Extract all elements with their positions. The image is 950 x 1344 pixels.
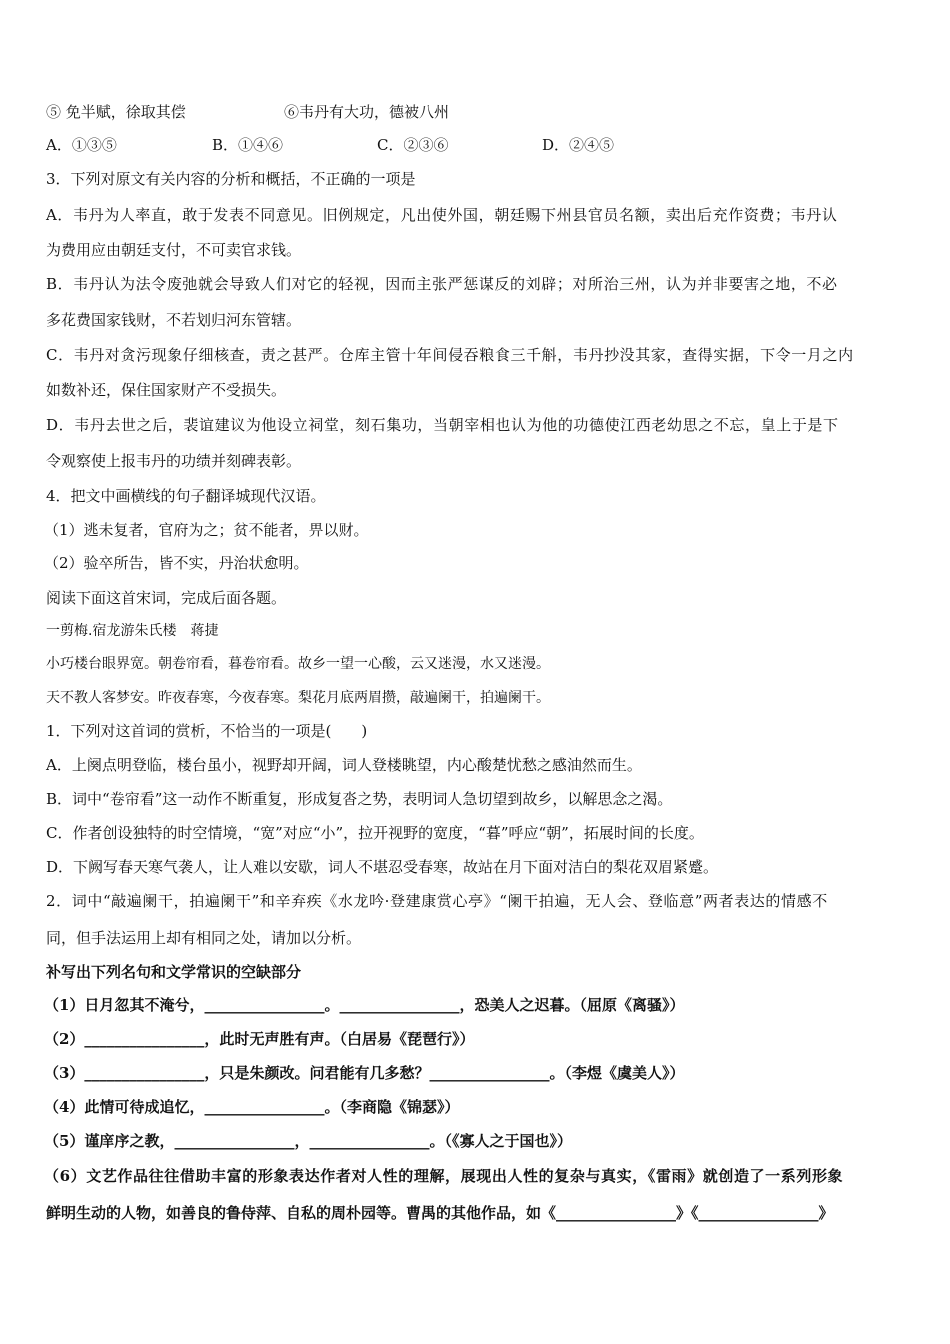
fill-item-3: （3）________________，只是朱颜改。问君能有几多愁？________________。（李煜《虞美人》） [44,1064,685,1082]
question-3: 3．下列对原文有关内容的分析和概括，不正确的一项是 [46,170,416,188]
poem-question-2-line2: 同，但手法运用上却有相同之处，请加以分析。 [46,929,362,947]
choice-a: A．①③⑤ [46,136,117,154]
fill-in-heading: 补写出下列名句和文学常识的空缺部分 [46,963,302,981]
question-4: 4．把文中画横线的句子翻译城现代汉语。 [46,487,326,505]
poem-title: 一剪梅.宿龙游朱氏楼 蒋捷 [46,623,219,639]
q3-option-d-line1: D．韦丹去世之后，裴谊建议为他设立祠堂，刻石集功，当朝宰相也认为他的功德使江西老幼思之不忘，皇上于是下 [46,416,839,434]
fill-item-4: （4）此情可待成追忆，________________。（李商隐《锦瑟》） [44,1098,460,1116]
fill-item-6-line2: 鲜明生动的人物，如善良的鲁侍萍、自私的周朴园等。曹禺的其他作品，如《________________》《________________》 [46,1204,834,1222]
fill-item-1: （1）日月忽其不淹兮，________________。________________，恐美人之迟暮。（屈原《离骚》） [44,996,685,1014]
fill-item-6-line1: （6）文艺作品往往借助丰富的形象表达作者对人性的理解，展现出人性的复杂与真实，《雷雨》就创造了一系列形象 [44,1167,844,1185]
poem-q1-option-d: D．下阙写春天寒气袭人，让人难以安歇，词人不堪忍受春寒，故站在月下面对洁白的梨花双眉紧蹙。 [46,858,719,876]
poem-question-1: 1．下列对这首词的赏析，不恰当的一项是( ) [46,722,368,740]
choice-d: D．②④⑤ [542,136,615,154]
q3-option-d-line2: 令观察使上报韦丹的功绩并刻碑表彰。 [46,452,302,470]
fill-item-5: （5）谨庠序之教，________________，________________。（《寡人之于国也》） [44,1132,572,1150]
choice-c: C．②③⑥ [377,136,449,154]
q3-option-b-line2: 多花费国家钱财，不若划归河东管辖。 [46,311,302,329]
poem-q1-option-a: A．上阕点明登临，楼台虽小，视野却开阔，词人登楼眺望，内心酸楚忧愁之感油然而生。 [46,756,642,774]
q3-option-a-line1: A．韦丹为人率直，敢于发表不同意见。旧例规定，凡出使外国，朝廷赐下州县官员名额，卖出后充作资费；韦丹认 [46,206,838,224]
poem-q1-option-b: B．词中“卷帘看”这一动作不断重复，形成复沓之势，表明词人急切望到故乡，以解思念之渴。 [46,790,673,808]
fill-item-2: （2）________________，此时无声胜有声。（白居易《琵琶行》） [44,1030,475,1048]
choice-b: B．①④⑥ [212,136,284,154]
option-line-6: ⑥韦丹有大功，德被八州 [284,103,450,121]
q4-sentence-1: （1）逃未复者，官府为之；贫不能者，畀以财。 [44,521,369,539]
q3-option-a-line2: 为费用应由朝廷支付，不可卖官求钱。 [46,241,302,259]
poem-q1-option-c: C．作者创设独特的时空情境，“宽”对应“小”，拉开视野的宽度，“暮”呼应“朝”，拓展时间的长度。 [46,824,704,842]
q3-option-c-line2: 如数补还，保住国家财产不受损失。 [46,381,287,399]
reading-instruction: 阅读下面这首宋词，完成后面各题。 [46,589,287,607]
option-line-5: ⑤ 免半赋，徐取其偿 [46,103,186,121]
q4-sentence-2: （2）验卒所告，皆不实，丹治状愈明。 [44,554,309,572]
poem-question-2-line1: 2．词中“敲遍阑干，拍遍阑干”和辛弃疾《水龙吟·登建康赏心亭》“阑干拍遍，无人会、登临意”两者表达的情感不 [46,892,828,910]
q3-option-b-line1: B．韦丹认为法令废弛就会导致人们对它的轻视，因而主张严惩谋反的刘辟；对所治三州，认为并非要害之地，不必 [46,275,838,293]
q3-option-c-line1: C．韦丹对贪污现象仔细核查，责之甚严。仓库主管十年间侵吞粮食三千斛，韦丹抄没其家，查得实据，下令一月之内 [46,346,854,364]
poem-line-2: 天不教人客梦安。昨夜春寒，今夜春寒。梨花月底两眉攒，敲遍阑干，拍遍阑干。 [46,690,550,706]
poem-line-1: 小巧楼台眼界宽。朝卷帘看，暮卷帘看。故乡一望一心酸，云又迷漫，水又迷漫。 [46,656,550,672]
